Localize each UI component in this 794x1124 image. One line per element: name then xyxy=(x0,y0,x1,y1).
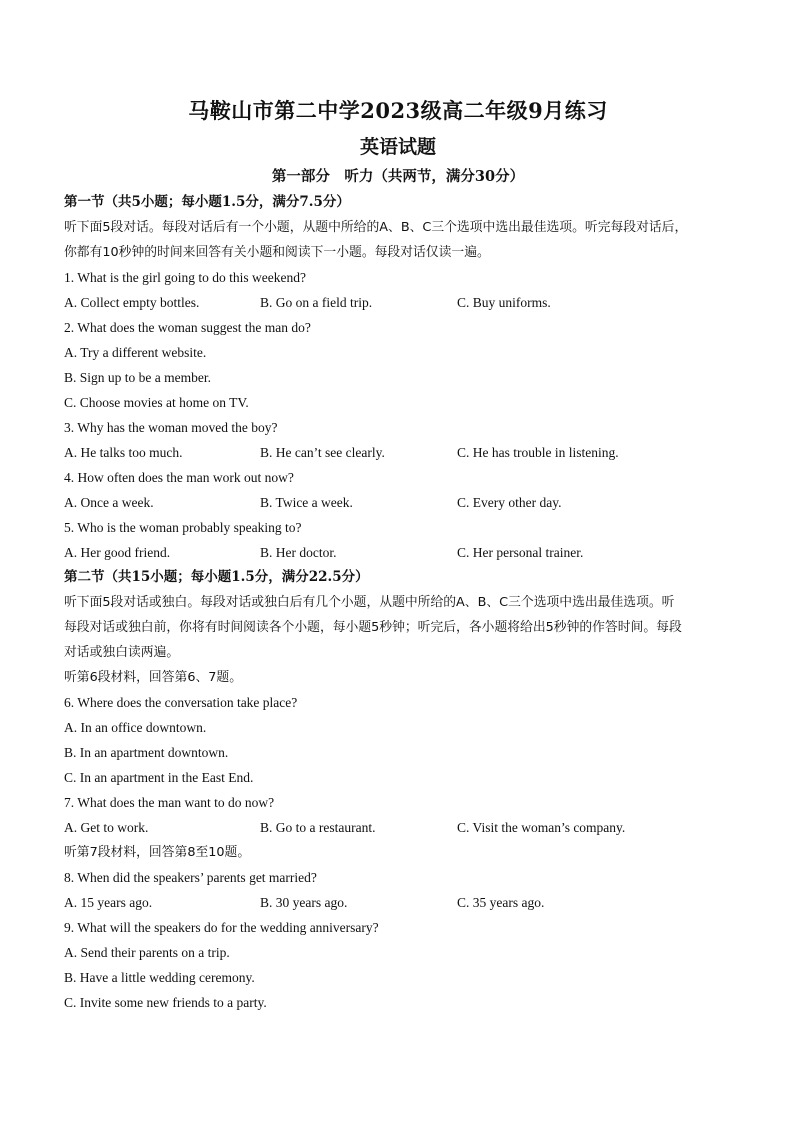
question-9-stem: 9. What will the speakers do for the wedding anniversary? xyxy=(64,920,379,935)
question-3-options xyxy=(64,440,732,465)
question-6-option-b: B. In an apartment downtown. xyxy=(64,745,229,760)
question-1-option-b: B. Go on a field trip. xyxy=(260,295,373,310)
question-6-option-a: A. In an office downtown. xyxy=(64,720,207,735)
question-3-option-c: C. He has trouble in listening. xyxy=(457,445,619,460)
question-9-option-c: C. Invite some new friends to a party. xyxy=(64,995,267,1010)
question-7-option-b: B. Go to a restaurant. xyxy=(260,820,376,835)
material-7-note: 听第7段材料，回答第8至10题。 xyxy=(64,845,251,860)
question-3-stem: 3. Why has the woman moved the boy? xyxy=(64,420,278,435)
question-1-option-c: C. Buy uniforms. xyxy=(457,295,551,310)
question-1-options xyxy=(64,290,732,315)
question-3-option-b: B. He can’t see clearly. xyxy=(260,445,385,460)
section1-heading: 第一节（共5小题；每小题1.5分，满分7.5分） xyxy=(64,194,350,210)
section1-instruction-line2: 你都有10秒钟的时间来回答有关小题和阅读下一小题。每段对话仅读一遍。 xyxy=(64,245,490,260)
exam-subtitle: 英语试题 xyxy=(359,136,436,158)
question-7-stem: 7. What does the man want to do now? xyxy=(64,795,275,810)
section2-instruction-line2: 每段对话或独白前，你将有时间阅读各个小题，每小题5秒钟；听完后，各小题将给出5秒钟的作答时间。每段 xyxy=(64,620,682,635)
question-4-option-b: B. Twice a week. xyxy=(260,495,353,510)
question-4-option-c: C. Every other day. xyxy=(457,495,562,510)
question-6-option-c: C. In an apartment in the East End. xyxy=(64,770,254,785)
question-6-stem: 6. Where does the conversation take place? xyxy=(64,695,298,710)
question-7-options xyxy=(64,815,732,840)
material-6-note: 听第6段材料，回答第6、7题。 xyxy=(64,670,242,685)
question-4-option-a: A. Once a week. xyxy=(64,495,154,510)
section2-heading: 第二节（共15小题；每小题1.5分，满分22.5分） xyxy=(64,569,369,585)
question-5-option-b: B. Her doctor. xyxy=(260,545,337,560)
question-5-option-a: A. Her good friend. xyxy=(64,545,171,560)
question-2-option-a: A. Try a different website. xyxy=(64,345,207,360)
question-1-option-a: A. Collect empty bottles. xyxy=(64,295,200,310)
exam-title: 马鞍山市第二中学2023级高二年级9月练习 xyxy=(188,98,608,123)
section2-instruction-line1: 听下面5段对话或独白。每段对话或独白后有几个小题，从题中所给的A、B、C三个选项中选出最佳选项。听 xyxy=(64,595,675,610)
question-5-options xyxy=(64,540,732,565)
question-5-stem: 5. Who is the woman probably speaking to? xyxy=(64,520,302,535)
question-8-options xyxy=(64,890,732,915)
question-3-option-a: A. He talks too much. xyxy=(64,445,183,460)
question-8-stem: 8. When did the speakers’ parents get married? xyxy=(64,870,317,885)
question-1-stem: 1. What is the girl going to do this weekend? xyxy=(64,270,306,285)
question-2-option-c: C. Choose movies at home on TV. xyxy=(64,395,249,410)
question-4-stem: 4. How often does the man work out now? xyxy=(64,470,294,485)
section1-instruction-line1: 听下面5段对话。每段对话后有一个小题，从题中所给的A、B、C三个选项中选出最佳选项。听完每段对话后， xyxy=(64,220,688,235)
question-7-option-a: A. Get to work. xyxy=(64,820,149,835)
question-7-option-c: C. Visit the woman’s company. xyxy=(457,820,626,835)
question-2-stem: 2. What does the woman suggest the man do? xyxy=(64,320,311,335)
part-heading: 第一部分 听力（共两节，满分30分） xyxy=(271,168,525,185)
question-4-options xyxy=(64,490,732,515)
question-9-option-a: A. Send their parents on a trip. xyxy=(64,945,230,960)
question-5-option-c: C. Her personal trainer. xyxy=(457,545,584,560)
question-8-option-b: B. 30 years ago. xyxy=(260,895,348,910)
section2-instruction-line3: 对话或独白读两遍。 xyxy=(64,645,180,660)
question-8-option-c: C. 35 years ago. xyxy=(457,895,545,910)
question-8-option-a: A. 15 years ago. xyxy=(64,895,153,910)
question-9-option-b: B. Have a little wedding ceremony. xyxy=(64,970,255,985)
question-2-option-b: B. Sign up to be a member. xyxy=(64,370,211,385)
